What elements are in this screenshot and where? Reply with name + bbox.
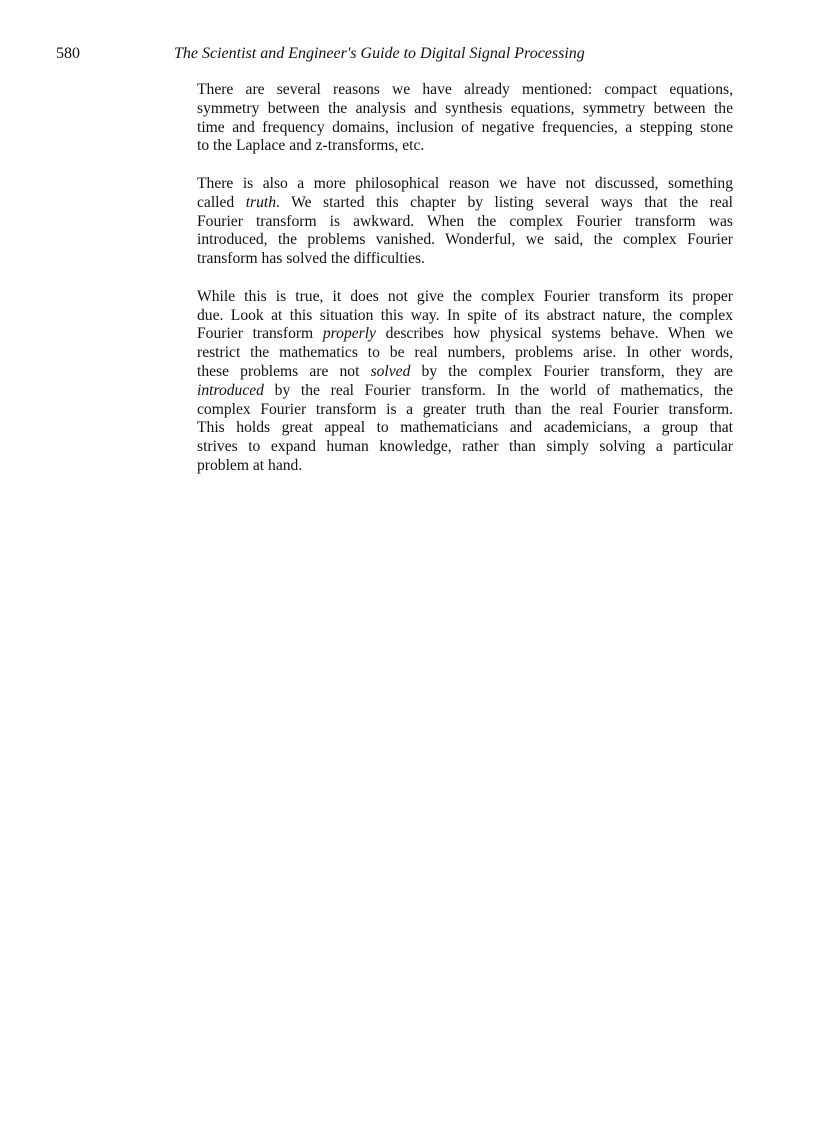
- emphasis-properly: properly: [322, 325, 376, 343]
- paragraph-reasons: [197, 81, 733, 156]
- text-line: [197, 325, 733, 344]
- text-span: by the complex Fourier transform, they are: [410, 362, 733, 380]
- emphasis-solved: solved: [370, 362, 411, 380]
- text-line: problem at hand.: [197, 456, 303, 474]
- text-line: While this is true, it does not give the complex Fourier transform its proper: [197, 287, 733, 305]
- text-line: introduced, the problems vanished. Wonderful, we said, the complex Fourier: [197, 231, 733, 249]
- text-span: by the real Fourier transform. In the world of mathematics, the: [263, 381, 733, 399]
- text-line: strives to expand human knowledge, rather than simply solving a particular: [197, 438, 733, 456]
- text-line: Fourier transform is awkward. When the complex Fourier transform was: [197, 212, 733, 230]
- text-line: [197, 363, 733, 382]
- text-line: There is also a more philosophical reason we have not discussed, something: [197, 174, 733, 192]
- paragraph-truth: [197, 175, 733, 269]
- text-span: . We started this chapter by listing several ways that the real: [276, 193, 733, 211]
- text-line: due. Look at this situation this way. In spite of its abstract nature, the complex: [197, 306, 733, 324]
- text-line: time and frequency domains, inclusion of negative frequencies, a stepping stone: [197, 118, 733, 136]
- text-line: This holds great appeal to mathematicians and academicians, a group that: [197, 419, 733, 437]
- text-line: transform has solved the difficulties.: [197, 250, 425, 268]
- text-line: complex Fourier transform is a greater truth than the real Fourier transform.: [197, 400, 733, 418]
- text-span: called: [197, 193, 246, 211]
- running-title: The Scientist and Engineer's Guide to Digital Signal Processing: [174, 45, 585, 62]
- text-line: [197, 382, 733, 401]
- body-text: [197, 81, 733, 495]
- paragraph-greater-truth: [197, 288, 733, 476]
- text-line: to the Laplace and z-transforms, etc.: [197, 137, 425, 155]
- page-number: 580: [56, 45, 80, 62]
- text-span: these problems are not: [197, 362, 371, 380]
- emphasis-truth: truth: [245, 193, 277, 211]
- text-line: There are several reasons we have already mentioned: compact equations,: [197, 81, 733, 98]
- text-line: restrict the mathematics to be real numbers, problems arise. In other words,: [197, 344, 733, 362]
- emphasis-introduced: introduced: [197, 381, 264, 399]
- text-line: [197, 194, 733, 213]
- text-span: Fourier transform: [197, 325, 323, 343]
- text-span: describes how physical systems behave. When we: [375, 325, 734, 343]
- text-line: symmetry between the analysis and synthesis equations, symmetry between the: [197, 99, 733, 117]
